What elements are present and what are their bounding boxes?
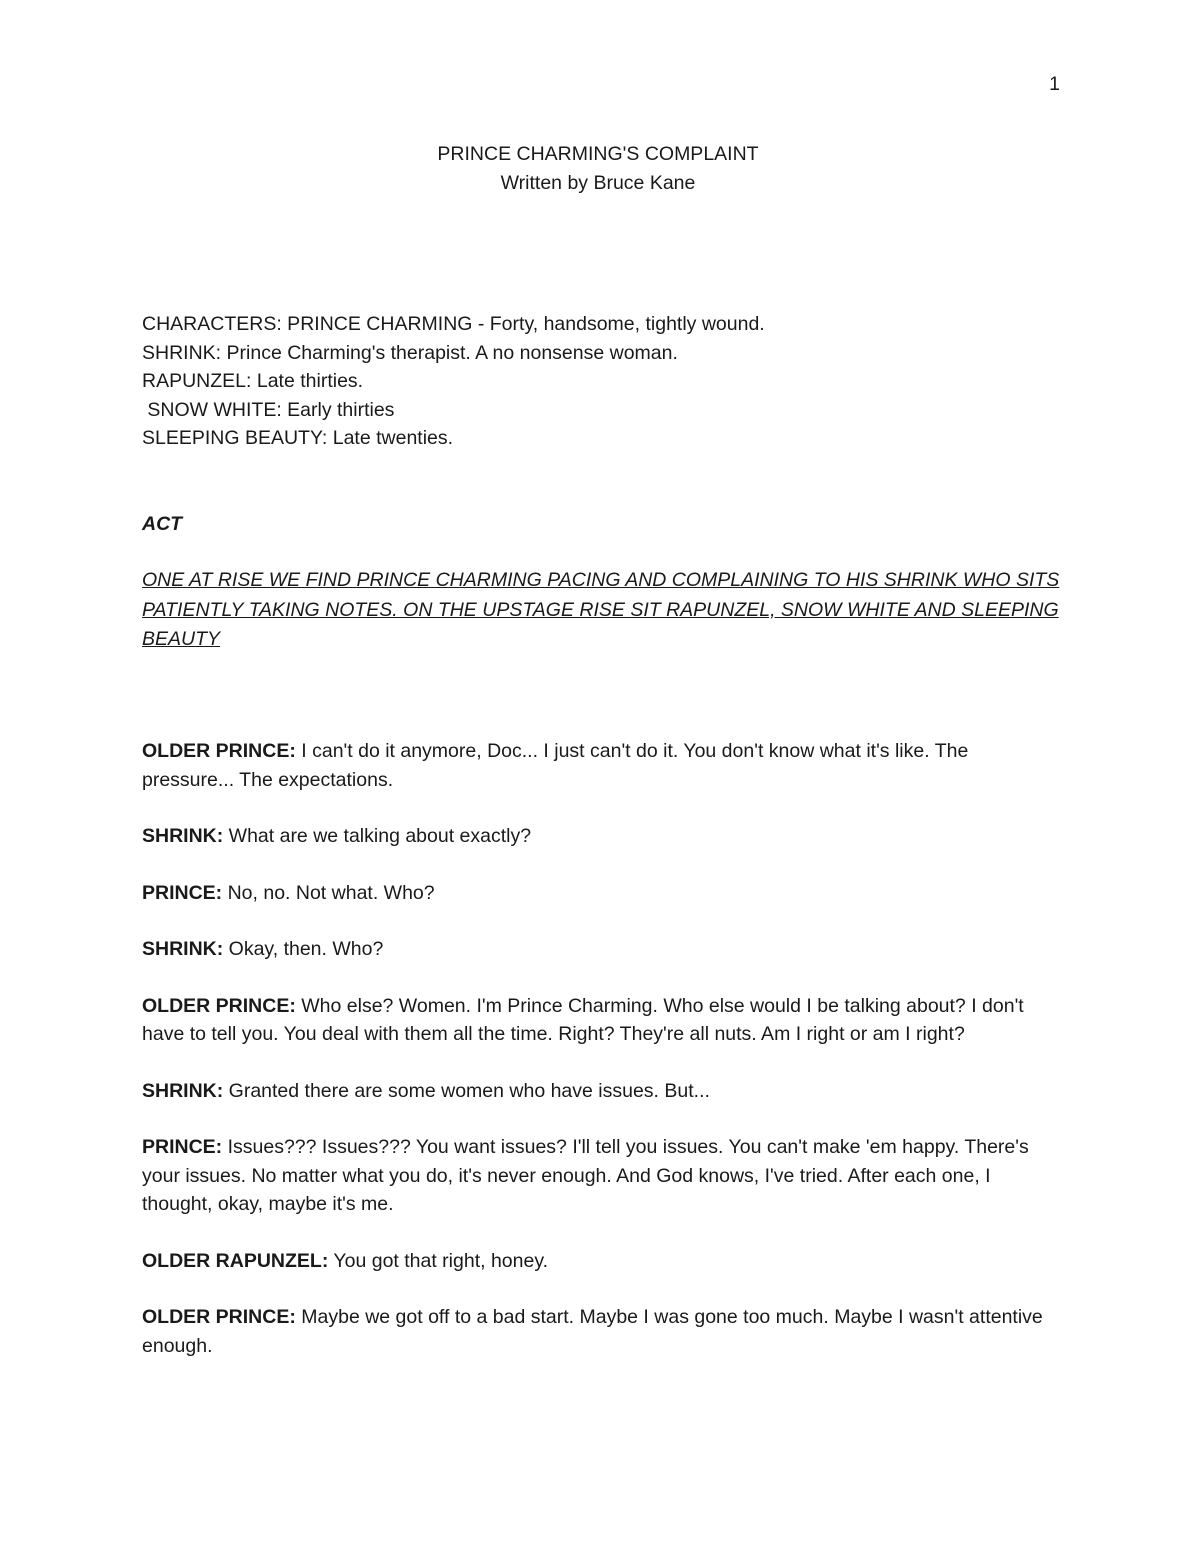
character-line: RAPUNZEL: Late thirties.: [142, 370, 364, 392]
speaker-name: OLDER PRINCE:: [142, 994, 296, 1017]
speaker-name: SHRINK:: [142, 825, 224, 847]
play-title: PRINCE CHARMING'S COMPLAINT: [437, 143, 759, 165]
dialogue-line: [142, 737, 1062, 794]
page-number: 1: [1049, 73, 1060, 95]
character-list: [142, 310, 1062, 453]
character-line: CHARACTERS: PRINCE CHARMING - Forty, handsome, tightly wound.: [142, 313, 765, 335]
act-heading: ACT: [142, 513, 183, 535]
character-line: SNOW WHITE: Early thirties: [142, 398, 395, 421]
speaker-name: OLDER RAPUNZEL:: [142, 1249, 329, 1272]
dialogue-text: Okay, then. Who?: [223, 938, 384, 960]
speaker-name: SHRINK:: [142, 1079, 224, 1102]
speaker-name: PRINCE:: [142, 881, 223, 904]
dialogue-text: Who else? Women. I'm Prince Charming. Who else would I be talking about? I don't have to tell you. You deal with them all the time. Right? They're all nuts. Am I right or am I right?: [142, 994, 1024, 1045]
byline: Written by Bruce Kane: [500, 171, 696, 194]
dialogue-line: [142, 992, 1062, 1049]
dialogue-line: [142, 935, 1062, 964]
dialogue-line: [142, 1247, 1062, 1276]
stage-direction: ONE AT RISE WE FIND PRINCE CHARMING PACING AND COMPLAINING TO HIS SHRINK WHO SITS PATIENTLY TAKING NOTES. ON THE UPSTAGE RISE SIT RAPUNZEL, SNOW WHITE AND SLEEPING BEAUTY: [142, 569, 1060, 650]
title-block: [0, 140, 1196, 197]
dialogue-line: [142, 1133, 1062, 1219]
dialogue-line: [142, 879, 1062, 908]
dialogue-line: [142, 822, 1062, 851]
dialogue-text: I can't do it anymore, Doc... I just can't do it. You don't know what it's like. The pressure... The expectations.: [142, 740, 969, 791]
dialogue-text: You got that right, honey.: [328, 1249, 549, 1272]
speaker-name: OLDER PRINCE:: [142, 1306, 296, 1328]
dialogue-line: [142, 1303, 1062, 1360]
dialogue-text: What are we talking about exactly?: [223, 825, 532, 847]
dialogue: [142, 737, 1062, 1388]
character-line: SHRINK: Prince Charming's therapist. A no nonsense woman.: [142, 341, 678, 364]
dialogue-text: Granted there are some women who have issues. But...: [223, 1079, 710, 1102]
character-line: SLEEPING BEAUTY: Late twenties.: [142, 427, 454, 449]
dialogue-text: Maybe we got off to a bad start. Maybe I was gone too much. Maybe I wasn't attentive enough.: [142, 1306, 1043, 1357]
dialogue-line: [142, 1077, 1062, 1106]
dialogue-text: No, no. Not what. Who?: [222, 881, 435, 904]
dialogue-text: Issues??? Issues??? You want issues? I'll tell you issues. You can't make 'em happy. There's your issues. No matter what you do, it's never enough. And God knows, I've tried. After each one, I thought, okay, maybe it's me.: [142, 1136, 1029, 1215]
speaker-name: OLDER PRINCE:: [142, 740, 296, 762]
speaker-name: PRINCE:: [142, 1136, 223, 1158]
speaker-name: SHRINK:: [142, 938, 224, 960]
